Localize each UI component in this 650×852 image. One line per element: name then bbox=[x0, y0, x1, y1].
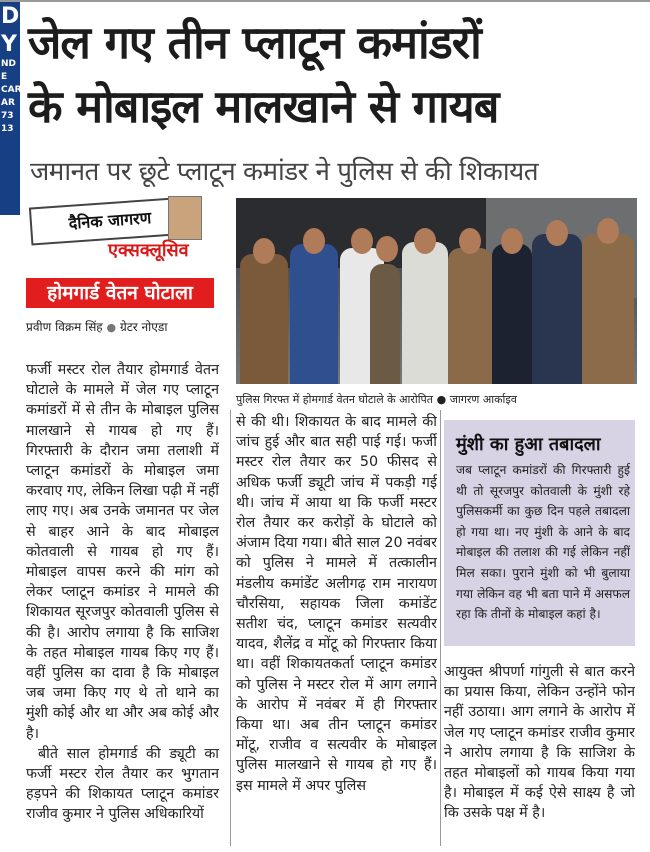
article-paragraph: से की थी। शिकायत के बाद मामले की जांच हुई और बात सही पाई गई। फर्जी मस्टर रोल तैयार कर 50 फीसद से अधिक फर्जी ड्यूटी जांच में पकड़ी गई थी। जांच में आया था कि फर्जी मस्टर रोल तैयार कर करोड़ों के घोटाले को अंजाम दिया गया। बीते साल 20 नवंबर को पुलिस ने मामले में तत्कालीन मंडलीय कमांडेंट अलीगढ़ राम नारायण चौरसिया, सहायक जिला कमांडेंट सतीश चंद, प्लाटून कमांडर सत्यवीर यादव, शैलेंद्र व मोंटू को गिरफ्तार किया था। वहीं शिकायतकर्ता प्लाटून कमांडर को पुलिस ने मस्टर रोल में आग लगाने के आरोप में नवंबर में ही गिरफ्तार किया था। अब तीन प्लाटून कमांडर मोंटू, राजीव व सत्यवीर के मोबाइल पुलिस मालखाने से गायब हो गए हैं। इस मामले में अपर पुलिस bbox=[236, 414, 437, 794]
person-figure bbox=[370, 264, 400, 384]
caption-separator: ● bbox=[436, 393, 447, 406]
article-column-1 bbox=[26, 360, 219, 846]
newspaper-logo: दैनिक जागरण bbox=[29, 196, 191, 245]
sidebar-box bbox=[444, 420, 635, 646]
top-rule bbox=[0, 0, 650, 2]
sidebar-body: जब प्लाटून कमांडरों की गिरफ्तारी हुई थी तो सूरजपुर कोतवाली के मुंशी रहे पुलिसकर्मी का कुछ दिन पहले तबादला हो गया था। नए मुंशी के आने के बाद मोबाइल की तलाश की गई लेकिन नहीं मिल सका। पुराने मुंशी को भी बुलाया गया लेकिन वह भी बता पाने में असफल रहा कि तीनों के मोबाइल कहां है। bbox=[456, 463, 630, 622]
person-head bbox=[253, 238, 275, 264]
exclusive-label: एक्सक्लूसिव bbox=[108, 240, 189, 261]
person-head bbox=[351, 228, 373, 254]
article-paragraph: आयुक्त श्रीपर्णा गांगुली से बात करने का प्रयास किया, लेकिन उन्होंने फोन नहीं उठाया। आग लगाने के आरोप में जेल गए प्लाटून कमांडर राजीव कुमार ने आरोप लगाया है कि साजिश के तहत मोबाइलों को गायब किया गया है। मोबाइल में कई ऐसे साक्ष्य है जो कि उसके पक्ष में है। bbox=[444, 664, 635, 822]
section-tag: होमगार्ड वेतन घोटाला bbox=[26, 278, 214, 308]
person-figure bbox=[290, 244, 338, 384]
edge-text: Y bbox=[1, 32, 16, 57]
person-head bbox=[414, 228, 436, 254]
sidebar-title: मुंशी का हुआ तबादला bbox=[456, 434, 601, 455]
byline-location: ग्रेटर नोएडा bbox=[119, 320, 168, 334]
article-paragraph: बीते साल होमगार्ड की ड्यूटी का फर्जी मस्टर रोल तैयार कर भुगतान हड़पने की शिकायत प्लाटून कमांडर राजीव कुमार ने पुलिस अधिकारियों bbox=[26, 745, 219, 823]
edge-text: 13 bbox=[1, 124, 14, 134]
person-figure bbox=[532, 234, 582, 384]
exclusive-masthead bbox=[24, 196, 212, 266]
person-head bbox=[597, 218, 619, 244]
column-rule bbox=[230, 410, 231, 846]
deck-subheadline: जमानत पर छूटे प्लाटून कमांडर ने पुलिस से की शिकायत bbox=[30, 157, 539, 187]
edge-text: 73 bbox=[1, 111, 14, 121]
person-figure bbox=[240, 254, 288, 384]
caption-credit: जागरण आर्काइव bbox=[449, 393, 517, 406]
edge-text: ND bbox=[1, 59, 17, 69]
byline-author: प्रवीण विक्रम सिंह bbox=[26, 320, 103, 334]
byline-separator: ● bbox=[106, 321, 117, 334]
byline bbox=[26, 318, 167, 335]
person-head bbox=[376, 236, 398, 262]
person-figure bbox=[402, 242, 448, 384]
headline-line-1: जेल गए तीन प्लाटून कमांडरों bbox=[28, 16, 481, 69]
caption-text: पुलिस गिरफ्त में होमगार्ड वेतन घोटाले के आरोपित bbox=[236, 393, 434, 406]
person-figure bbox=[492, 244, 532, 384]
edge-text: AR bbox=[1, 98, 15, 108]
person-head bbox=[501, 228, 523, 254]
person-head bbox=[546, 220, 568, 246]
edge-strip bbox=[0, 0, 29, 215]
headline-line-2: के मोबाइल मालखाने से गायब bbox=[28, 80, 499, 133]
article-paragraph: फर्जी मस्टर रोल तैयार होमगार्ड वेतन घोटाले के मामले में जेल गए प्लाटून कमांडरों में से तीन के मोबाइल पुलिस मालखाने से गायब हो गए हैं। गिरफ्तारी के दौरान जमा तलाशी में प्लाटून कमांडरों के मोबाइल जमा करवाए गए, लेकिन लिखा पढ़ी में नहीं लाए गए। अब उनके जमानत पर जेल से बाहर आने के बाद मोबाइल कोतवाली से गायब हो गए हैं। मोबाइल वापस करने की मांग को लेकर प्लाटून कमांडर ने मामले की शिकायत सूरजपुर कोतवाली पुलिस से की है। आरोप लगाया है कि साजिश के तहत मोबाइल गायब किए गए हैं। वहीं पुलिस का दावा है कि मोबाइल जब जमा किए गए थे तो थाने का मुंशी कोई और था और अब कोई और है। bbox=[26, 362, 219, 742]
article-column-3 bbox=[444, 662, 635, 848]
person-figure bbox=[582, 234, 634, 384]
edge-text: D bbox=[1, 4, 19, 29]
person-head bbox=[303, 228, 325, 254]
article-column-2 bbox=[236, 412, 437, 848]
photo-caption bbox=[236, 392, 517, 407]
person-head bbox=[459, 228, 481, 254]
edge-text: CARD bbox=[1, 85, 29, 95]
news-photo bbox=[236, 198, 637, 384]
portrait-thumbnail bbox=[168, 196, 202, 240]
column-rule bbox=[440, 410, 441, 846]
edge-text: E bbox=[1, 72, 8, 82]
person-figure bbox=[448, 248, 492, 384]
